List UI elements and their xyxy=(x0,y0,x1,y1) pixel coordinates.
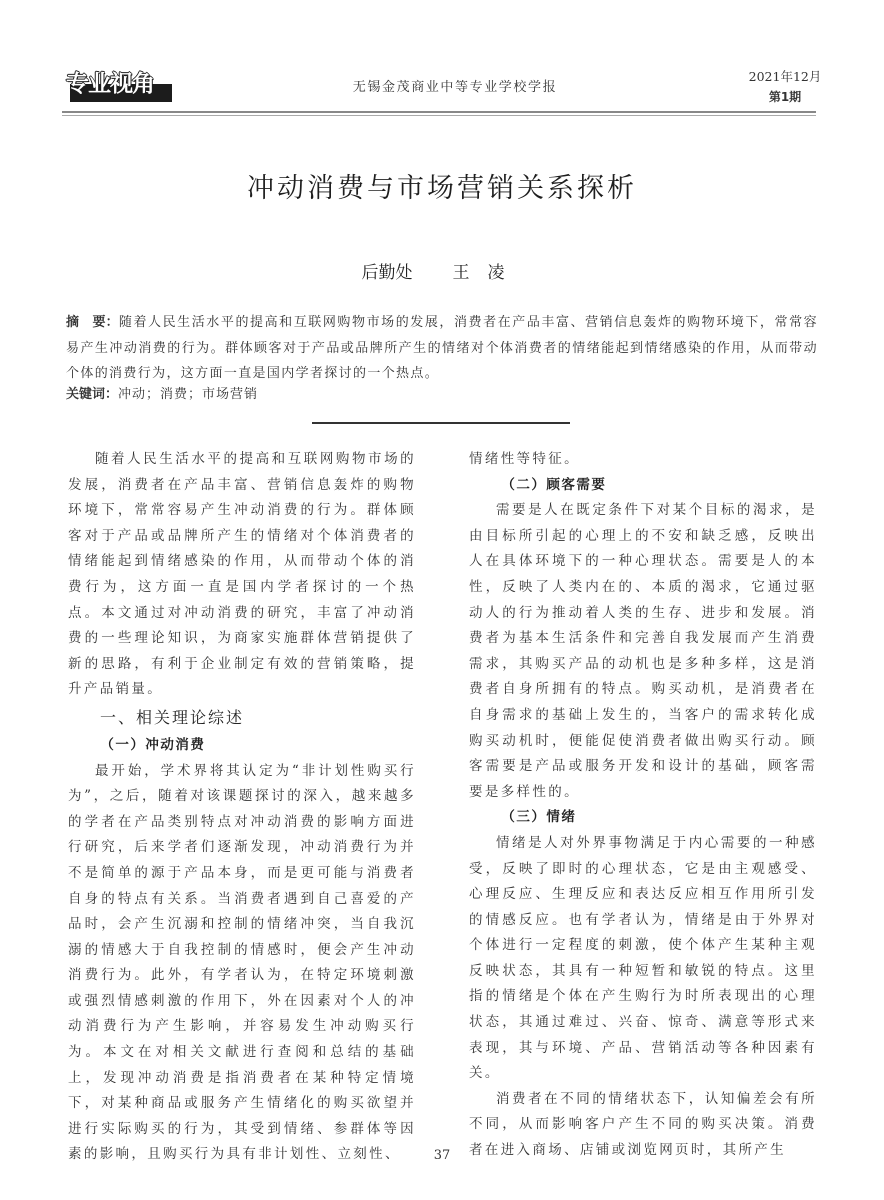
issue-number: 第1期 xyxy=(768,90,802,104)
author-name: 王凌 xyxy=(452,263,523,283)
body-paragraph: 消费者在不同的情绪状态下，认知偏差会有所不同，从而影响客户产生不同的购买决策。消费者在进入商场、店铺或浏览网页时，其所产生 xyxy=(469,1090,817,1159)
abstract-text: 随着人民生活水平的提高和互联网购物市场的发展，消费者在产品丰富、营销信息轰炸的购物环境下，常常容易产生冲动消费的行为。群体顾客对于产品或品牌所产生的情绪对个体消费者的情绪能起到情绪感染的作用，从而带动个体的消费行为，这方面一直是国内学者探讨的一个热点。 xyxy=(66,315,818,381)
section-heading: 一、相关理论综述 xyxy=(100,707,245,727)
body-paragraph-continued: 情绪性等特征。 xyxy=(469,451,580,467)
abstract-separator xyxy=(312,422,570,424)
body-column-left xyxy=(68,447,416,1168)
header-rule-thin xyxy=(62,115,816,116)
abstract xyxy=(66,310,818,387)
subsection-heading: （一）冲动消费 xyxy=(100,736,206,753)
journal-name: 无锡金茂商业中等专业学校学报 xyxy=(352,80,558,95)
section-logo xyxy=(66,70,172,102)
issue-date: 2021年12月 xyxy=(748,69,822,84)
issue-info xyxy=(730,66,840,108)
subsection-heading: （二）顾客需要 xyxy=(501,476,607,493)
intro-paragraph: 随着人民生活水平的提高和互联网购物市场的发展，消费者在产品丰富、营销信息轰炸的购物环境下，常常容易产生冲动消费的行为。群体顾客对于产品或品牌所产生的情绪对个体消费者的情绪能起到情绪感染的作用，从而带动个体的消费行为，这方面一直是国内学者探讨的一个热点。本文通过对冲动消费的研究，丰富了冲动消费的一些理论知识，为商家实施群体营销提供了新的思路，有利于企业制定有效的营销策略，提升产品销量。 xyxy=(68,451,416,698)
article-title: 冲动消费与市场营销关系探析 xyxy=(247,173,637,204)
keywords xyxy=(66,384,258,406)
author-department: 后勤处 xyxy=(361,263,413,283)
keywords-text: 冲动；消费；市场营销 xyxy=(118,387,259,402)
body-paragraph: 需要是人在既定条件下对某个目标的渴求，是由目标所引起的心理上的不安和缺乏感，反映出人在具体环境下的一种心理状态。需要是人的本性，反映了人类内在的、本质的渴求，它通过驱动人的行为推动着人类的生存、进步和发展。消费者为基本生活条件和完善自我发展而产生消费需求，其购买产品的动机也是多种多样，这是消费者自身所拥有的特点。购买动机，是消费者在自身需求的基础上发生的，当客户的需求转化成购买动机时，便能促使消费者做出购买行动。顾客需要是产品或服务开发和设计的基础，顾客需要是多样性的。 xyxy=(469,502,817,800)
abstract-label: 摘 要： xyxy=(66,315,119,330)
keywords-label: 关键词： xyxy=(66,387,119,402)
body-column-right xyxy=(469,447,817,1164)
body-paragraph: 最开始，学术界将其认定为“非计划性购买行为”，之后，随着对该课题探讨的深入，越来越多的学者在产品类别特点对冲动消费的影响方面进行研究，后来学者们逐渐发现，冲动消费行为并不是简单的源于产品本身，而是更可能与消费者自身的特点有关系。当消费者遇到自己喜爱的产品时，会产生沉溺和控制的情绪冲突，当自我沉溺的情感大于自我控制的情感时，便会产生冲动消费行为。此外，有学者认为，在特定环境刺激或强烈情感刺激的作用下，外在因素对个人的冲动消费行为产生影响，并容易发生冲动购买行为。本文在对相关文献进行查阅和总结的基础上，发现冲动消费是指消费者在某种特定情境下，对某种商品或服务产生情绪化的购买欲望并进行实际购买的行为，其受到情绪、参群体等因素的影响，且购买行为具有非计划性、立刻性、 xyxy=(68,762,416,1163)
author-line xyxy=(0,258,884,283)
page-number: 37 xyxy=(433,1148,451,1163)
body-paragraph: 情绪是人对外界事物满足于内心需要的一种感受，反映了即时的心理状态，它是由主观感受、心理反应、生理反应和表达反应相互作用所引发的情感反应。也有学者认为，情绪是由于外界对个体进行一定程度的刺激，使个体产生某种主观反映状态，其具有一种短暂和敏锐的特点。这里指的情绪是个体在产生购行为时所表现出的心理状态，其通过难过、兴奋、惊奇、满意等形式来表现，其与环境、产品、营销活动等各种因素有关。 xyxy=(469,834,817,1082)
header-rule-thick xyxy=(62,111,816,113)
subsection-heading: （三）情绪 xyxy=(501,809,577,826)
section-logo-text: 专业视角 xyxy=(66,71,154,97)
